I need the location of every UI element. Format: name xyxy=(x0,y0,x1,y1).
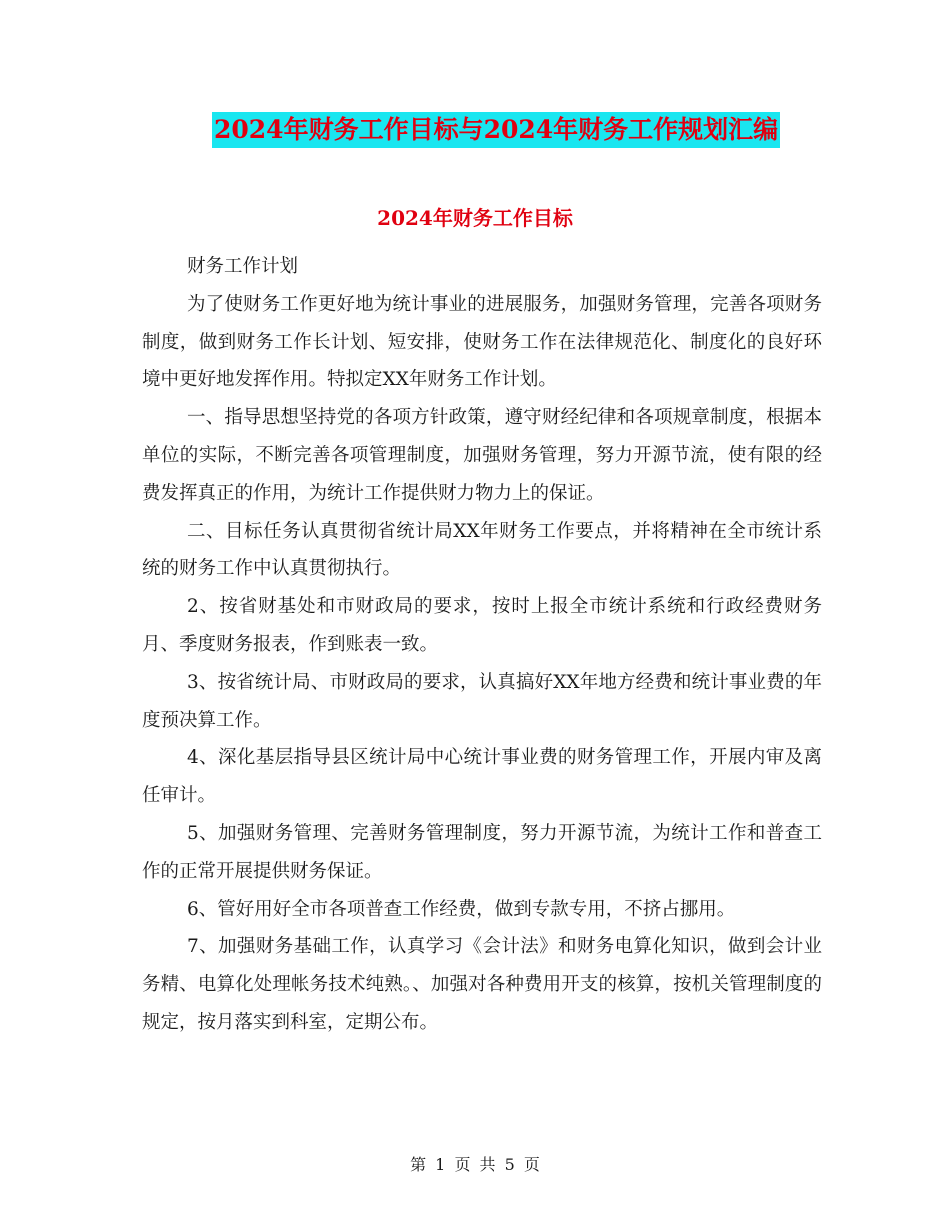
paragraph: 为了使财务工作更好地为统计事业的进展服务，加强财务管理，完善各项财务制度，做到财务工作长计划、短安排，使财务工作在法律规范化、制度化的良好环境中更好地发挥作用。特拟定XX年财务工作计划。 xyxy=(142,293,822,391)
paragraph: 一、指导思想坚持党的各项方针政策，遵守财经纪律和各项规章制度，根据本单位的实际，不断完善各项管理制度，加强财务管理，努力开源节流，使有限的经费发挥真正的作用，为统计工作提供财力物力上的保证。 xyxy=(142,407,822,504)
paragraph: 3、按省统计局、市财政局的要求，认真搞好XX年地方经费和统计事业费的年度预决算工作。 xyxy=(142,671,822,731)
document-body xyxy=(142,248,822,1042)
paragraph: 7、加强财务基础工作，认真学习《会计法》和财务电算化知识，做到会计业务精、电算化处理帐务技术纯熟。、加强对各种费用开支的核算，按机关管理制度的规定，按月落实到科室，定期公布。 xyxy=(142,936,822,1033)
paragraph: 财务工作计划 xyxy=(187,256,299,277)
section-title: 2024年财务工作目标 xyxy=(377,206,573,230)
paragraph: 4、深化基层指导县区统计局中心统计事业费的财务管理工作，开展内审及离任审计。 xyxy=(142,747,822,807)
paragraph: 5、加强财务管理、完善财务管理制度，努力开源节流，为统计工作和普查工作的正常开展提供财务保证。 xyxy=(142,822,822,882)
paragraph: 6、管好用好全市各项普查工作经费，做到专款专用，不挤占挪用。 xyxy=(187,898,736,920)
paragraph: 二、目标任务认真贯彻省统计局XX年财务工作要点，并将精神在全市统计系统的财务工作中认真贯彻执行。 xyxy=(142,520,822,580)
document-title: 2024年财务工作目标与2024年财务工作规划汇编 xyxy=(212,112,780,148)
paragraph: 2、按省财基处和市财政局的要求，按时上报全市统计系统和行政经费财务月、季度财务报表，作到账表一致。 xyxy=(142,596,822,655)
page-number-footer: 第 1 页 共 5 页 xyxy=(410,1155,540,1174)
